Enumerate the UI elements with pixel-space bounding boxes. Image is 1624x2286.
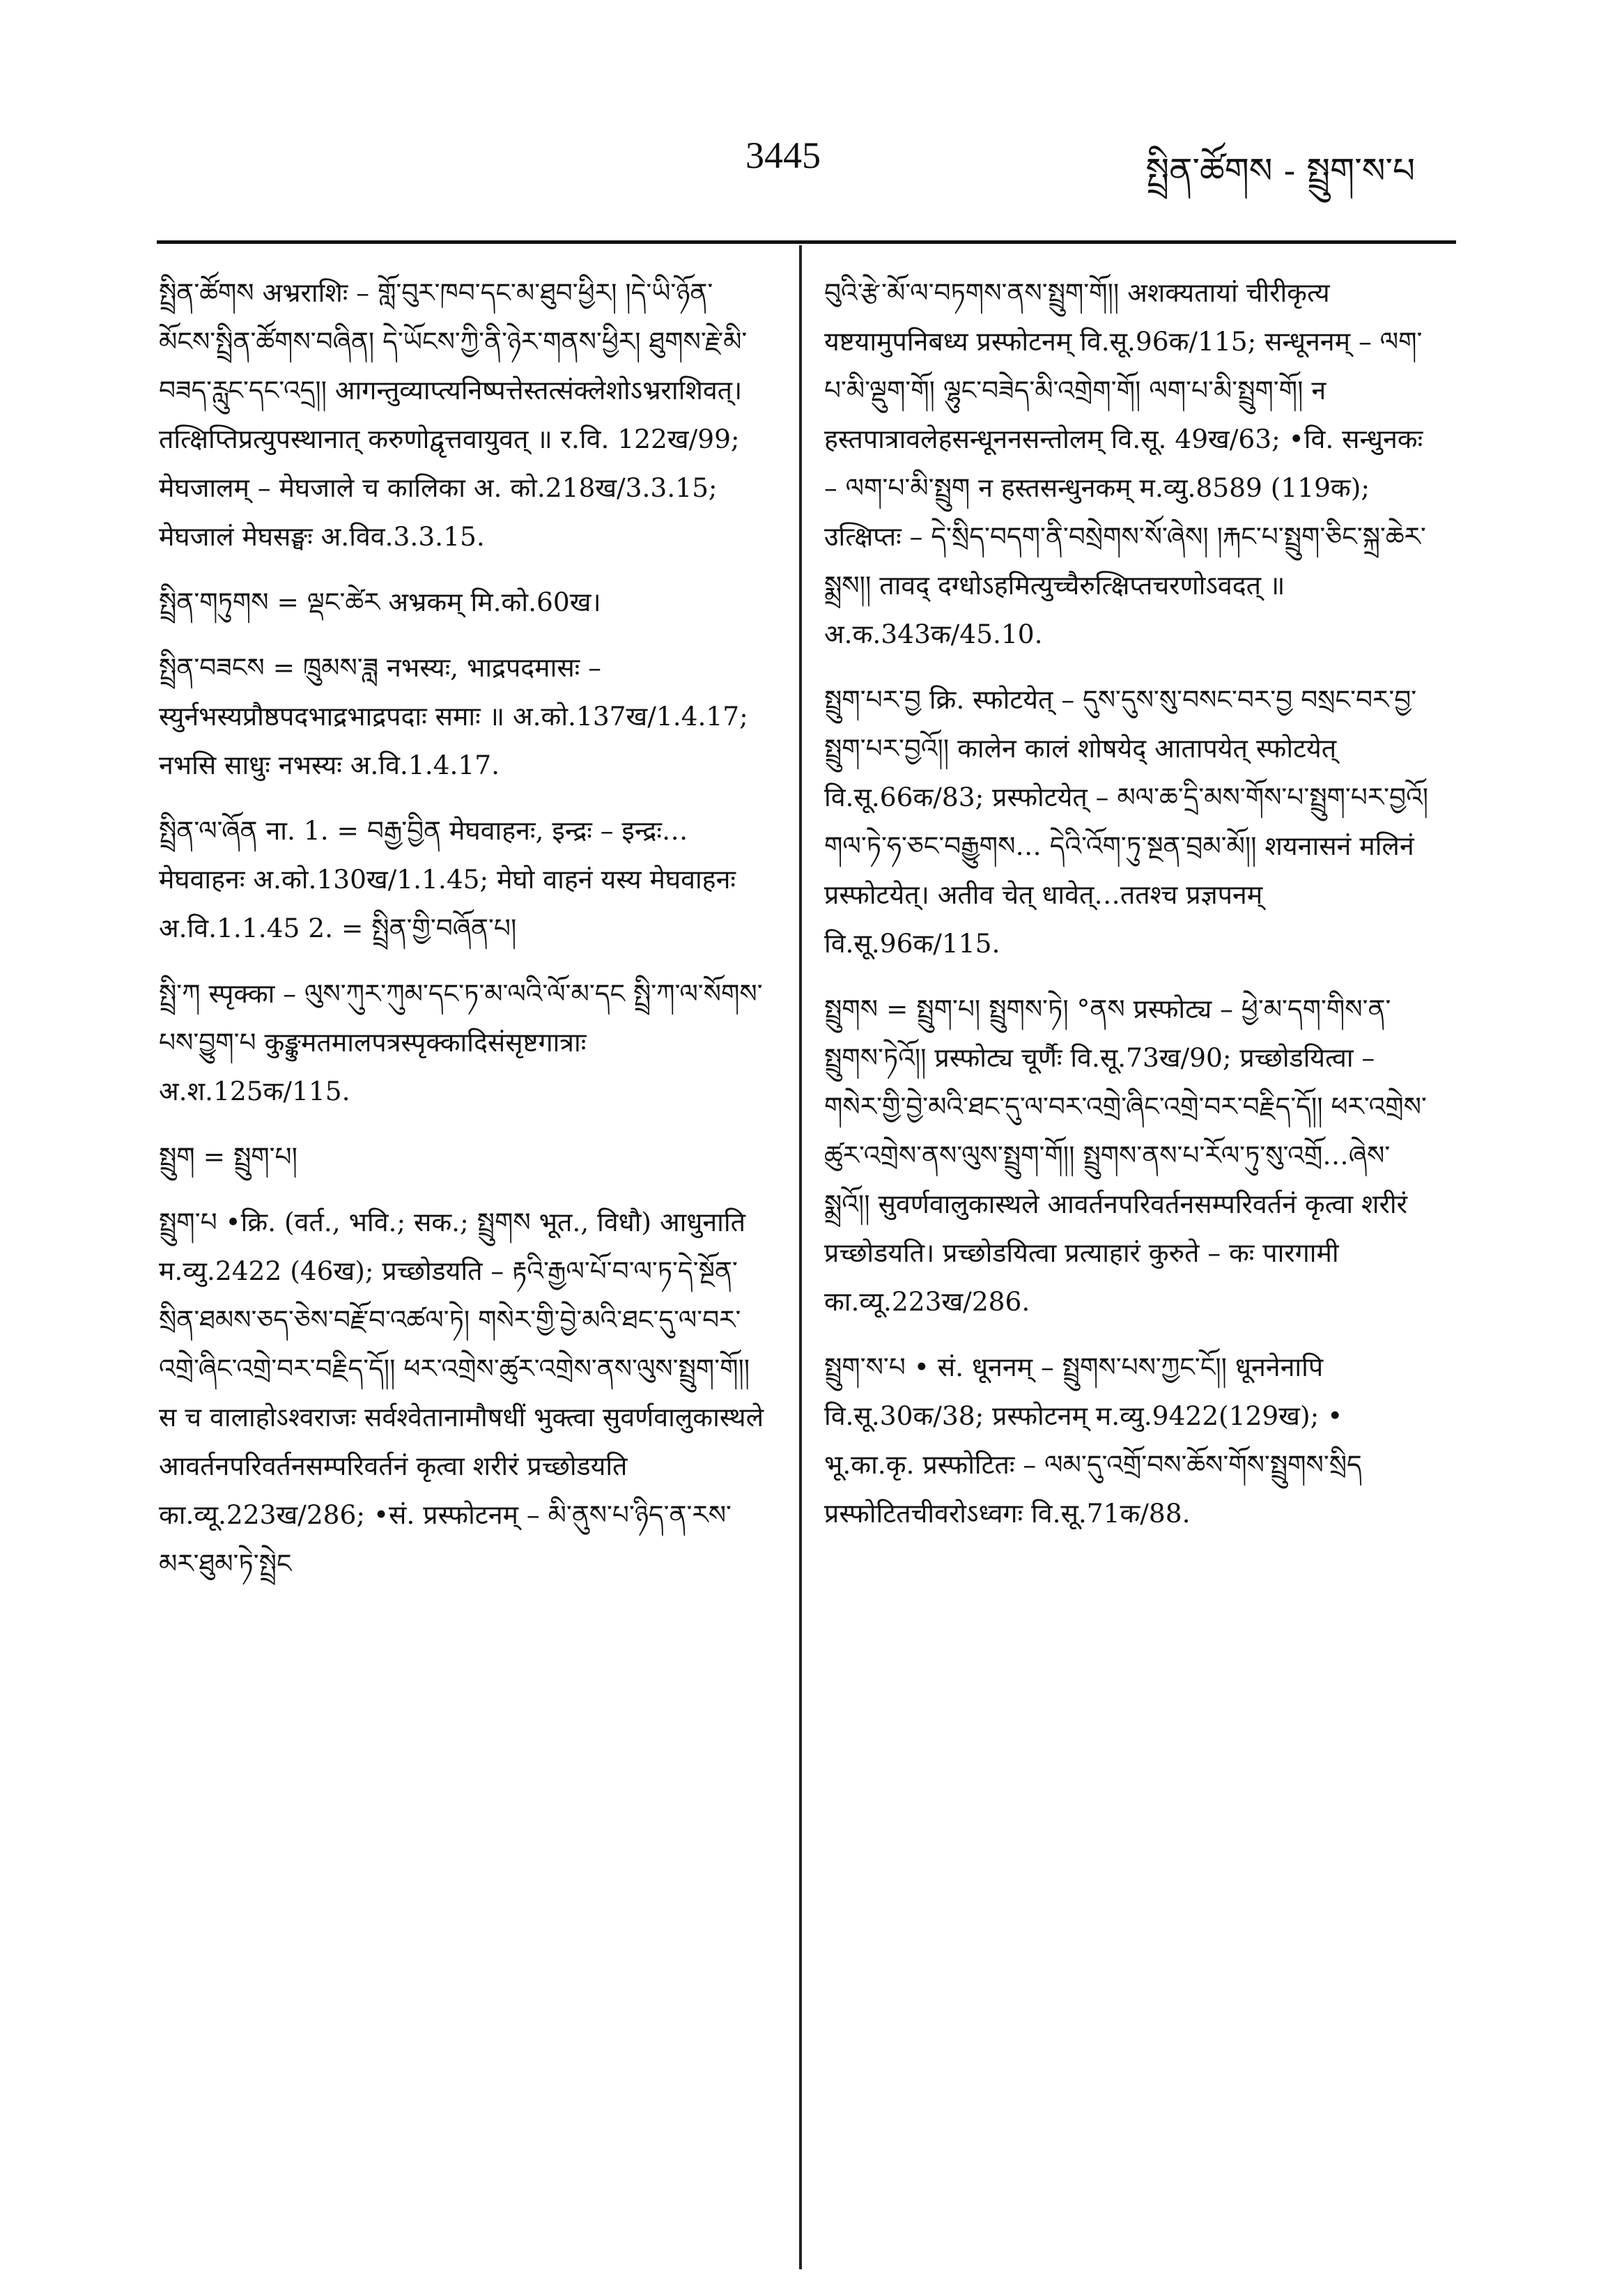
page-number: 3445 [745,134,821,176]
column-divider [799,245,802,2269]
entry-sprin-la-zhon: སྤྲིན་ལ་ཞོན ना. 1. = བརྒྱ་བྱིན मेघवाहनः, इन्द्रः – इन्द्रः…मेघवाहनः अ.को.130ख/1.1.45; मेघो वाहनं यस्य मेघवाहनः अ.वि.1.1.45 2. = སྤྲིན་གྱི་བཞོན་པ། [159,815,736,943]
entry-sprugs: སྤྲུགས = སྤྲུག་པ། སྤྲུགས་ཏེ། °ནས प्रस्फोट्य – ཕྱེ་མ་དག་གིས་ན་སྤྲུགས་ཏེའོ།། प्रस्फोट्य चूर्णैः वि.सू.73ख/90; प्रच्छोडयित्वा – གསེར་གྱི་བྱེ་མའི་ཐང་དུ་ལ་བར་འགྲེ་ཞིང་འགྲེ་བར་བརྗིད་དོ།། ཕར་འགྲེས་ཚུར་འགྲེས་ནས་ལུས་སྤྲུག་གོ།། སྤྲུགས་ནས་པ་རོལ་ཏུ་སུ་འགྲོ…ཞེས་སྨྲའོ།། सुवर्णवालुकास्थले आवर्तनपरिवर्तनसम्परिवर्तनं कृत्वा शरीरं प्रच्छोडयति। प्रच्छोडयित्वा प्रत्याहारं कुरुते – कः पारगामी का.व्यू.223ख/286. [824,994,1427,1317]
entry-sprug-pa: སྤྲུག་པ •क्रि. (वर्त., भवि.; सक.; སྤྲུགས भूत., विधौ) आधुनाति म.व्यु.2422 (46ख); प्रच्छोडयति – རྟའི་རྒྱལ་པོ་བ་ལ་ཏ་དེ་སྔོན་སྲིན་ཐམས་ཅད་ཅེས་བརྗོ་བ་འཚལ་ཏེ། གསེར་གྱི་བྱེ་མའི་ཐང་དུ་ལ་བར་འགྲེ་ཞིང་འགྲེ་བར་བརྗིད་དོ།། ཕར་འགྲེས་ཚུར་འགྲེས་ནས་ལུས་སྤྲུག་གོ།། स च वालाहोऽश्वराजः सर्वश्वेतानामौषधीं भुक्त्वा सुवर्णवालुकास्थले आवर्तनपरिवर्तनसम्परिवर्तनं कृत्वा शरीरं प्रच्छोडयति का.व्यू.223ख/286; •सं. प्रस्फोटनम् – མི་ནུས་པ་ཉིད་ན་རས་མར་ཐུམ་ཏེ་སྤྲེང [159,1207,764,1579]
entry-sprug: སྤྲུག = སྤྲུག་པ། [159,1141,297,1172]
entry-continuation: བུའི་རྩེ་མོ་ལ་བཏགས་ནས་སྤྲུག་གོ།། अशक्यतायां चीरीकृत्य यष्टयामुपनिबध्य प्रस्फोटनम् वि.सू.96क/115; सन्धूननम् – ལག་པ་མི་ལྡུག་གོ། ལྷུང་བཟེད་མི་འགྲེག་གོ། ལག་པ་མི་སྤྲུག་གོ། न हस्तपात्रावलेहसन्धूननसन्तोलम् वि.सू. 49ख/63; •वि. सन्धुनकः – ལག་པ་མི་སྤྲུག न हस्तसन्धुनकम् म.व्यु.8589 (119क); उत्क्षिप्तः – དེ་སྲིད་བདག་ནི་བསྲེགས་སོ་ཞེས། །རྐང་པ་སྤྲུག་ཅིང་སྐྲ་ཆེར་སྨྲས།། तावद् दग्धोऽहमित्युच्चैरुत्क्षिप्तचरणोऽवदत् ॥ अ.क.343क/45.10. [824,277,1426,649]
header-rule [157,240,1456,244]
right-column [824,268,1430,1554]
entry-sprug-par-bya: སྤྲུག་པར་བྱ क्रि. स्फोटयेत् – དུས་དུས་སུ་བསང་བར་བྱ བསྲང་བར་བྱ་སྤྲུག་པར་བྱའོ།། कालेन कालं शोषयेद् आतापयेत् स्फोटयेत् वि.सू.66क/83; प्रस्फोटयेत् – མལ་ཆ་དྲི་མས་གོས་པ་སྤྲུག་པར་བྱའོ། གལ་ཏེ་ཧ་ཅང་བརྒྱུགས… དེའི་འོག་ཏུ་སྔན་བྲམ་མོ།། शयनासनं मलिनं प्रस्फोटयेत्। अतीव चेत् धावेत्…ततश्च प्रज्ञपनम् वि.सू.96क/115. [824,684,1429,959]
entry-sprin-gtugs: སྤྲིན་གཏུགས = ལྡང་ཚེར अभ्रकम् मि.को.60ख। [159,587,601,617]
running-head: སྤྲིན་ཚོགས - སྤྲུག་ས་པ [1145,150,1415,191]
entry-sprug-sa-pa: སྤྲུག་ས་པ • सं. धूननम् – སྤྲུགས་པས་ཀྱང་ངོ།། धूननेनापि वि.सू.30क/38; प्रस्फोटनम् म.व्यु.9422(129ख); • भू.का.कृ. प्रस्फोटितः – ལམ་དུ་འགྲོ་བས་ཆོས་གོས་སྤྲུགས་སྲིད प्रस्फोटितचीवरोऽध्वगः वि.सू.71क/88. [824,1352,1362,1529]
entry-sprin-tshogs: སྤྲིན་ཚོགས अभ्रराशिः – གློ་བུར་ཁབ་དང་མ་ཐུབ་ཕྱིར། །དེ་ཡི་ཉོན་མོངས་སྤྲིན་ཚོགས་བཞིན། དེ་ཡོངས་ཀྱི་ནི་ཉེར་གནས་ཕྱིར། ཐུགས་རྗེ་མི་བཟད་རླུང་དང་འདྲ།། आगन्तुव्याप्त्यनिष्पत्तेस्तत्संक्लेशोऽभ्रराशिवत्। तत्क्षिप्तिप्रत्युपस्थानात् करुणोद्वृत्तवायुवत् ॥ र.वि. 122ख/99; मेघजालम् – मेघजाले च कालिका अ. को.218ख/3.3.15; मेघजालं मेघसङ्घः अ.विव.3.3.15. [159,277,748,552]
entry-sprin-bzangs: སྤྲིན་བཟངས = ཁྲུམས་ཟླ नभस्यः, भाद्रपदमासः – स्युर्नभस्यप्रौष्ठपदभाद्रभाद्रपदाः समाः ॥ अ.को.137ख/1.4.17; नभसि साधुः नभस्यः अ.वि.1.4.17. [159,652,748,780]
left-column [159,268,765,1605]
entry-spri-ka: སྤྲི་ཀ स्पृक्का – ལུས་ཀུར་ཀུམ་དང་ཏ་མ་ལའི་ལོ་མ་དང སྤྲི་ཀ་ལ་སོགས་པས་བྱུག་པ कुङ्कुमतमालपत्रस्पृक्कादिसंसृष्टगात्राः अ.श.125क/115. [159,978,763,1106]
